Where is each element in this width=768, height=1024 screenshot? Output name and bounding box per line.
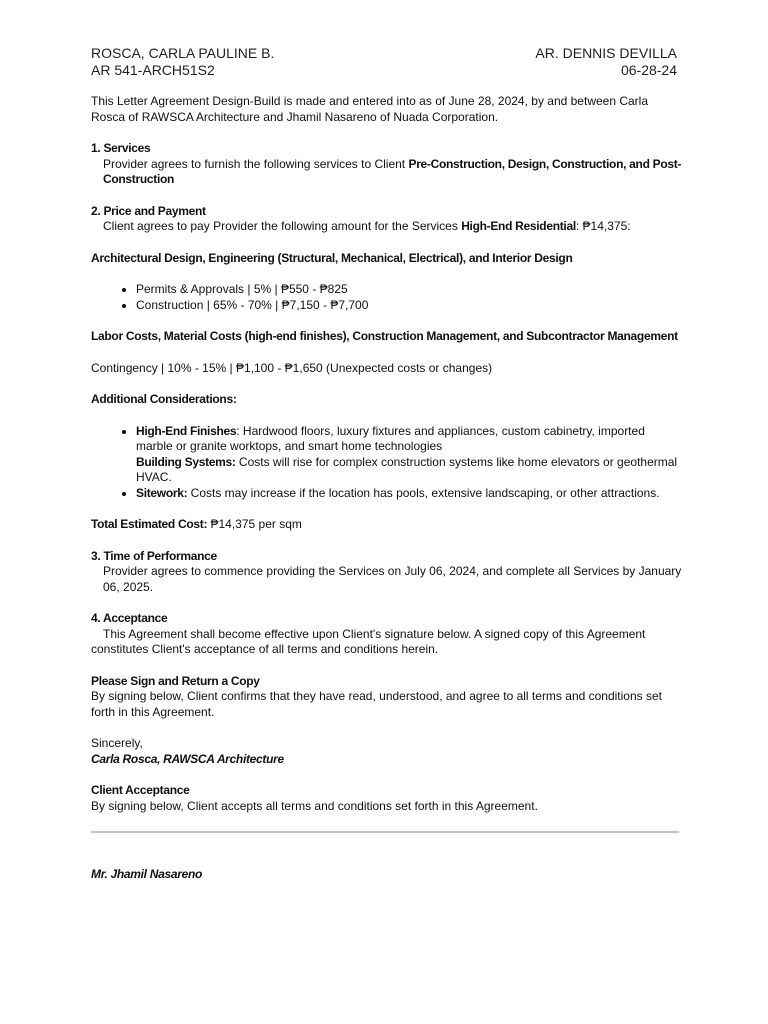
systems-text: Costs will rise for complex construction systems like home elevators or geothermal HVAC. [136, 454, 678, 484]
price-category: High-End Residential [461, 219, 576, 233]
contingency-line: Contingency | 10% - 15% | ₱1,100 - ₱1,650 (Unexpected costs or changes) [91, 360, 493, 375]
time-heading: 3. Time of Performance [91, 548, 217, 563]
additional-item-sitework [136, 486, 683, 502]
finishes-text: : Hardwood floors, luxury fixtures and appliances, custom cabinetry, imported marble or granite worktops, and smart home technologies [136, 423, 645, 453]
student-name: ROSCA, CARLA PAULINE B. [91, 45, 275, 61]
closing-signer: Carla Rosca, RAWSCA Architecture [91, 751, 284, 766]
document-date: 06-28-24 [620, 62, 677, 78]
services-heading: 1. Services [91, 141, 151, 155]
time-section [91, 549, 683, 596]
cost-item: • Construction | 65% - 70% | ₱7,150 - ₱7,700 [136, 298, 683, 314]
sitework-text: Costs may increase if the location has pools, extensive landscaping, or other attractions. [187, 485, 660, 500]
additional-heading: Additional Considerations: [91, 392, 237, 406]
closing-section [91, 736, 683, 767]
signature-line [91, 831, 679, 833]
systems-label: Building Systems: [136, 454, 236, 469]
total-value: ₱14,375 per sqm [207, 517, 302, 531]
services-section [91, 141, 683, 188]
instructor-name: AR. DENNIS DEVILLA [535, 45, 677, 61]
acceptance-text: This Agreement shall become effective upon Client's signature below. A signed copy of this Agreement constitutes Client's acceptance of all terms and conditions herein. [91, 626, 646, 656]
services-text [91, 157, 683, 188]
cost-list [91, 282, 683, 313]
price-heading: 2. Price and Payment [91, 203, 206, 218]
closing-salutation: Sincerely, [91, 736, 143, 750]
time-text: Provider agrees to commence providing the Services on July 06, 2024, and complete all Services by January 06, 2025. [103, 564, 682, 594]
price-amount: : ₱14,375: [575, 219, 631, 233]
acceptance-section [91, 611, 683, 658]
additional-item-finishes [136, 424, 683, 486]
sign-text: By signing below, Client confirms that they have read, understood, and agree to all terms and conditions set forth in this Agreement. [91, 689, 662, 719]
price-text [91, 219, 683, 235]
client-section [91, 783, 683, 814]
course-code: AR 541-ARCH51S2 [91, 62, 215, 78]
total-label: Total Estimated Cost: [91, 517, 208, 531]
finishes-label: High-End Finishes [136, 423, 237, 438]
intro-paragraph: This Letter Agreement Design-Build is made and entered into as of June 28, 2024, by and between Carla Rosca of RAWSCA Architecture and Jhamil Nasareno of Nuada Corporation. [91, 94, 649, 124]
labor-line: Labor Costs, Material Costs (high-end finishes), Construction Management, and Subcontractor Management [91, 329, 678, 343]
services-list: Pre-Construction, Design, Construction, and Post-Construction [103, 156, 682, 186]
client-heading: Client Acceptance [91, 783, 190, 797]
design-line: Architectural Design, Engineering (Structural, Mechanical, Electrical), and Interior Design [91, 250, 573, 265]
agreement-body [91, 94, 683, 883]
acceptance-heading: 4. Acceptance [91, 611, 168, 625]
additional-list [91, 424, 683, 502]
sign-section [91, 674, 683, 721]
price-lead: Client agrees to pay Provider the following amount for the Services [103, 219, 462, 233]
header-right [535, 45, 677, 79]
sign-heading: Please Sign and Return a Copy [91, 673, 260, 688]
cost-item: • Permits & Approvals | 5% | ₱550 - ₱825 [136, 282, 683, 298]
price-section [91, 204, 683, 235]
total-line [91, 517, 683, 533]
header-left [91, 45, 274, 79]
services-lead: Provider agrees to furnish the following services to Client [103, 156, 409, 171]
client-name: Mr. Jhamil Nasareno [91, 867, 203, 881]
client-text: By signing below, Client accepts all terms and conditions set forth in this Agreement. [91, 798, 538, 813]
sitework-label: Sitework: [136, 485, 188, 500]
